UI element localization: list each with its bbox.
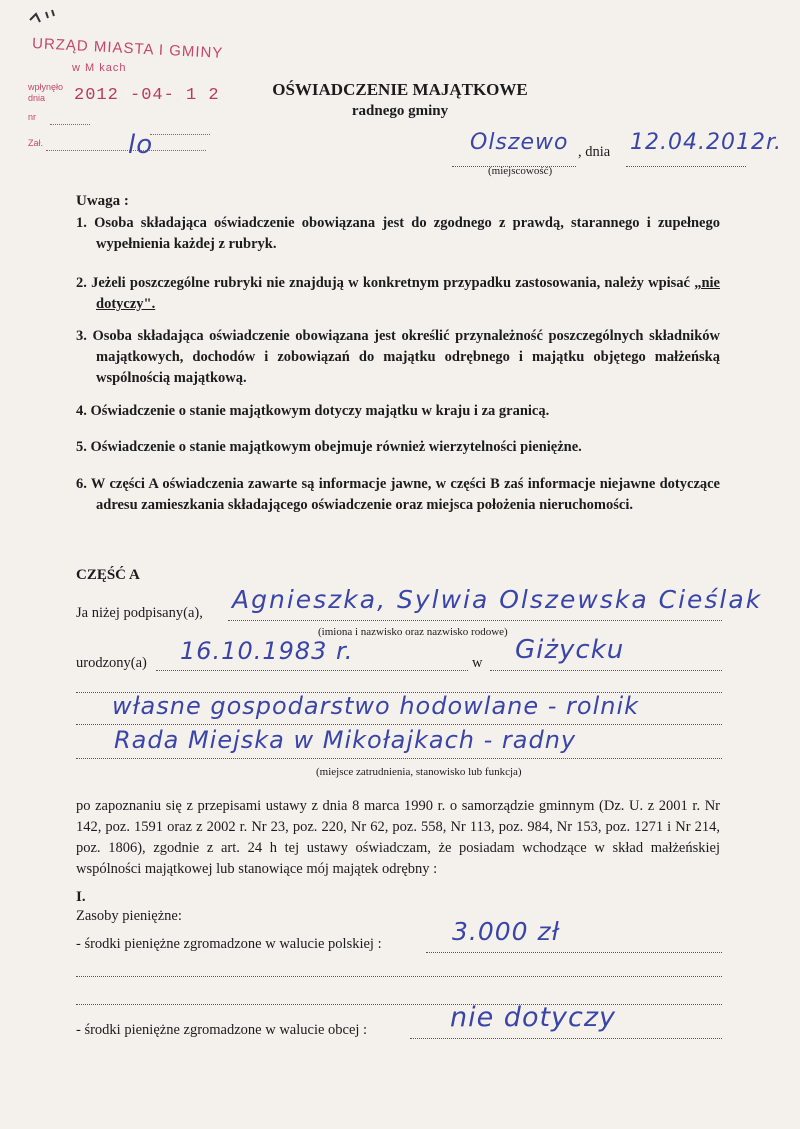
stamp-attachment-label: Zał. <box>28 138 44 148</box>
born-place-value: Giżycku <box>515 635 625 665</box>
note-4: 4. Oświadczenie o stanie majątkowym dotyczy majątku w kraju i za granicą. <box>76 403 550 419</box>
part-a-heading: CZĘŚĆ A <box>76 567 140 583</box>
document-title: OŚWIADCZENIE MAJĄTKOWE <box>272 80 528 99</box>
not-applicable-text: „nie dotyczy". <box>96 275 720 312</box>
section-1-heading: I. <box>76 889 86 905</box>
notes-heading: Uwaga : <box>76 193 129 209</box>
note-5: 5. Oświadczenie o stanie majątkowym obejmuje również wierzytelności pieniężne. <box>76 439 582 455</box>
note-1: 1. Osoba składająca oświadczenie obowiązana jest do zgodnego z prawdą, starannego i zupełnego wypełnienia każdej z rubryk. <box>76 215 720 252</box>
foreign-label: - środki pieniężne zgromadzone w walucie obcej : <box>76 1022 368 1038</box>
signer-caption: (imiona i nazwisko oraz nazwisko rodowe) <box>318 626 508 638</box>
signer-label: Ja niżej podpisany(a), <box>76 605 203 621</box>
date-value: 12.04.2012r. <box>630 130 782 155</box>
stamp-date: 2012 -04- 1 2 <box>74 86 220 105</box>
note-6: 6. W części A oświadczenia zawarte są informacje jawne, w części B zaś informacje niejawne dotyczące adresu zamieszkania składającego oświadczenie oraz miejsca położenia nieruchomości. <box>76 476 720 513</box>
born-in-label: w <box>472 655 483 671</box>
signer-value: Agnieszka, Sylwia Olszewska Cieślak <box>232 585 763 614</box>
employment-caption: (miejsce zatrudnienia, stanowisko lub funkcja) <box>316 766 522 778</box>
born-label: urodzony(a) <box>76 655 147 671</box>
stamp-signature-line <box>150 134 210 135</box>
stamp-received-label: wpłynęło dnia <box>28 82 64 103</box>
pln-value: 3.000 zł <box>452 917 560 946</box>
stamp-attachment-line <box>46 150 206 151</box>
pln-extra-line-1 <box>76 968 722 977</box>
place-value: Olszewo <box>470 130 569 155</box>
stamp-handwritten-number: lo <box>128 130 154 160</box>
place-caption: (miejscowość) <box>488 165 553 177</box>
document-subtitle: radnego gminy <box>351 103 449 119</box>
note-3: 3. Osoba składająca oświadczenie obowiązana jest określić przynależność poszczególnych składników majątkowych, dochodów i zobowiązań do majątku odrębnego i majątku objętego małżeńską wspólnością majątkową. <box>76 328 720 386</box>
foreign-value: nie dotyczy <box>450 1002 617 1033</box>
born-date-value: 16.10.1983 r. <box>180 637 354 665</box>
stamp-nr-label: nr <box>28 112 37 122</box>
pln-extra-line-2 <box>76 996 722 1005</box>
pln-label: - środki pieniężne zgromadzone w walucie polskiej : <box>76 936 382 952</box>
date-label: , dnia <box>578 144 611 160</box>
stamp-town: w M kach <box>72 62 127 74</box>
date-line <box>626 154 746 167</box>
employment-value-2: Rada Miejska w Mikołajkach - radny <box>114 726 577 754</box>
stamp-nr-line <box>50 124 90 125</box>
stamp-office: URZĄD MIASTA I GMINY <box>31 35 224 62</box>
section-1-subheading: Zasoby pieniężne: <box>76 908 182 924</box>
note-2: 2. Jeżeli poszczególne rubryki nie znajdują w konkretnym przypadku zastosowania, należy wpisać „nie dotyczy". <box>76 275 720 312</box>
statement-text: po zapoznaniu się z przepisami ustawy z dnia 8 marca 1990 r. o samorządzie gminnym (Dz. U. z 2001 r. Nr 142, poz. 1591 oraz z 2002 r. Nr 23, poz. 220, Nr 62, poz. 558, Nr 113, poz. 984, Nr 153, poz. 1271 i Nr 214, poz. 1806), zgodnie z art. 24 h tej ustawy oświadczam, że posiadam wchodzące w skład małżeńskiej wspólności majątkowej lub stanowiące mój majątek odrębny : <box>76 798 720 877</box>
scribble-mark-icon <box>28 8 58 28</box>
employment-value-1: własne gospodarstwo hodowlane - rolnik <box>112 692 640 720</box>
